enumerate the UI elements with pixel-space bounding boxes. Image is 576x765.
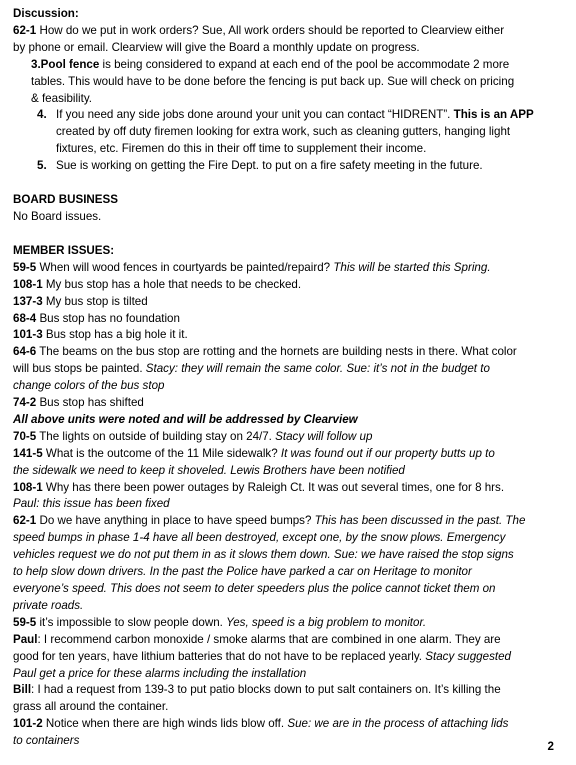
- member-issues-list: [13, 260, 566, 750]
- discussion-item-5: 5. Sue is working on getting the Fire Dept. to put on a fire safety meeting in the future.: [37, 159, 483, 173]
- issue-row: 141-5 What is the outcome of the 11 Mile sidewalk? It was found out if our property butts up to the sidewalk we need to keep it shoveled. Lewis Brothers have been notified: [13, 446, 495, 477]
- discussion-item-4: 4. If you need any side jobs done around your unit you can contact “HIDRENT”. This is an APP created by off duty firemen looking for extra work, such as cleaning gutters, hanging light fixtures, etc. Firemen do this in their off time to supplement their income.: [37, 108, 534, 156]
- issue-row: 137-3 My bus stop is tilted: [13, 294, 148, 308]
- issue-row: 62-1 Do we have anything in place to have speed bumps? This has been discussed in the past. The speed bumps in phase 1-4 have all been destroyed, except one, by the snow plows. Emergency vehicles request we do not put them in as it slows them down. Sue: we have raised the stop signs to help slow down drivers. In the past the Police have parked a car on Heritage to monitor everyone’s speed. This does not seem to deter speeders plus the police cannot ticket them on private roads.: [13, 514, 526, 612]
- page-number: 2: [547, 740, 554, 754]
- discussion-first-item: 62-1 How do we put in work orders? Sue, All work orders should be reported to Clearview either by phone or email. Clearview will give the Board a monthly update on progress.: [13, 23, 505, 54]
- issue-row: Paul: I recommend carbon monoxide / smoke alarms that are combined in one alarm. They are good for ten years, have lithium batteries that do not have to be replaced yearly. Stacy suggested Paul get a price for these alarms including the installation: [13, 632, 511, 680]
- issue-row: 64-6 The beams on the bus stop are rotting and the hornets are building nests in there. What color will bus stops be painted. Stacy: they will remain the same color. Sue: it’s not in the budget to change colors of the bus stop: [13, 345, 517, 393]
- issue-row: 74-2 Bus stop has shifted: [13, 396, 144, 410]
- board-business-text: No Board issues.: [13, 209, 102, 223]
- issue-row: 59-5 it’s impossible to slow people down. Yes, speed is a big problem to monitor.: [13, 615, 427, 629]
- discussion-item-3: 3.Pool fence is being considered to expand at each end of the pool be accommodate 2 more tables. This would have to be done before the fencing is put back up. Sue will check on pricing & feasibility.: [31, 57, 515, 105]
- clearview-note: All above units were noted and will be addressed by Clearview: [13, 412, 358, 426]
- issue-row: 59-5 When will wood fences in courtyards be painted/repaird? This will be started this Spring.: [13, 260, 491, 274]
- issue-row: 108-1 Why has there been power outages by Raleigh Ct. It was out several times, one for 8 hrs. Paul: this issue has been fixed: [13, 480, 505, 511]
- issue-row: 101-3 Bus stop has a big hole it it.: [13, 328, 188, 342]
- member-issues-heading: MEMBER ISSUES:: [13, 243, 115, 257]
- issue-row: 68-4 Bus stop has no foundation: [13, 311, 180, 325]
- discussion-heading: Discussion:: [13, 7, 79, 20]
- board-business-heading: BOARD BUSINESS: [13, 193, 119, 207]
- issue-row: 108-1 My bus stop has a hole that needs to be checked.: [13, 277, 302, 291]
- issue-row: Bill: I had a request from 139-3 to put patio blocks down to put salt containers on. It’s killing the grass all around the container.: [13, 683, 501, 714]
- unit-number: 62-1: [13, 23, 37, 37]
- issue-row: 101-2 Notice when there are high winds lids blow off. Sue: we are in the process of attaching lids to containers: [13, 717, 509, 748]
- issue-row: 70-5 The lights on outside of building stay on 24/7. Stacy will follow up: [13, 429, 373, 443]
